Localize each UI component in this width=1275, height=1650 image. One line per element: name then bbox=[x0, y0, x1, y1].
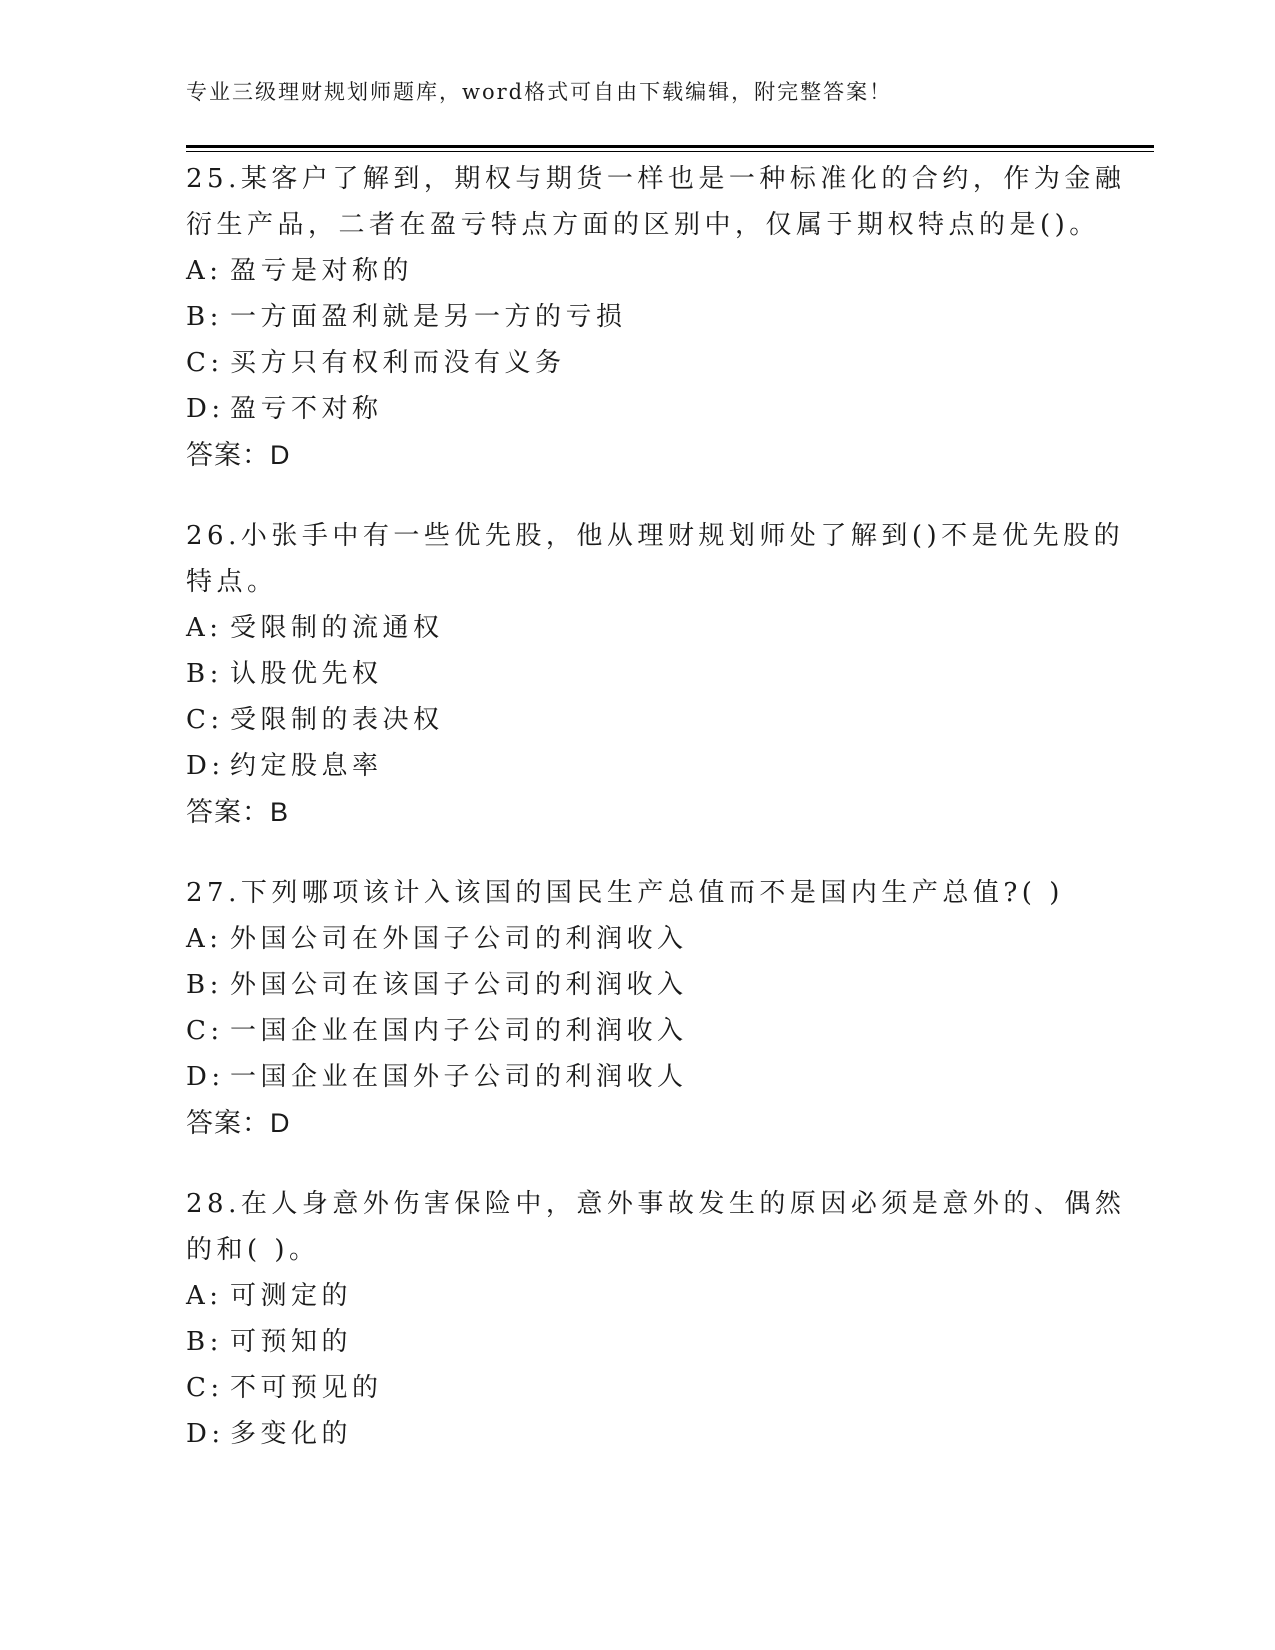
option-text: 可测定的 bbox=[230, 1281, 353, 1311]
option-d bbox=[186, 1054, 1086, 1100]
question-27 bbox=[186, 870, 1086, 1146]
option-key: B: bbox=[186, 1327, 223, 1357]
option-text: 一国企业在国外子公司的利润收人 bbox=[230, 1062, 688, 1092]
question-stem-line: 28.在人身意外伤害保险中，意外事故发生的原因必须是意外的、偶然 bbox=[186, 1189, 1126, 1219]
option-key: C: bbox=[186, 1016, 224, 1046]
page-header: 专业三级理财规划师题库，word格式可自由下载编辑，附完整答案！ bbox=[186, 80, 893, 104]
option-key: D: bbox=[186, 394, 225, 424]
option-text: 盈亏不对称 bbox=[230, 394, 383, 424]
option-text: 买方只有权利而没有义务 bbox=[230, 348, 566, 378]
option-b bbox=[186, 1319, 1086, 1365]
option-c bbox=[186, 1365, 1086, 1411]
option-text: 一国企业在国内子公司的利润收入 bbox=[230, 1016, 688, 1046]
option-text: 不可预见的 bbox=[230, 1373, 383, 1403]
option-d bbox=[186, 1411, 1086, 1457]
option-b bbox=[186, 651, 1086, 697]
option-key: D: bbox=[186, 1062, 225, 1092]
option-a bbox=[186, 248, 1086, 294]
question-26 bbox=[186, 513, 1125, 835]
question-stem-line: 特点。 bbox=[186, 567, 278, 597]
question-28 bbox=[186, 1181, 1126, 1457]
option-b bbox=[186, 294, 1086, 340]
option-d bbox=[186, 743, 1086, 789]
question-stem-line: 衍生产品，二者在盈亏特点方面的区别中，仅属于期权特点的是()。 bbox=[186, 210, 1100, 240]
question-stem-line: 27.下列哪项该计入该国的国民生产总值而不是国内生产总值?( ) bbox=[186, 878, 1064, 908]
option-key: D: bbox=[186, 751, 225, 781]
option-key: D: bbox=[186, 1419, 225, 1449]
option-text: 外国公司在该国子公司的利润收入 bbox=[230, 970, 688, 1000]
answer-line: 答案：D bbox=[186, 440, 291, 470]
answer-line: 答案：B bbox=[186, 797, 290, 827]
option-key: A: bbox=[186, 1281, 223, 1311]
option-key: B: bbox=[186, 659, 223, 689]
option-c bbox=[186, 697, 1086, 743]
option-d bbox=[186, 386, 1086, 432]
answer-line: 答案：D bbox=[186, 1108, 291, 1138]
option-a bbox=[186, 916, 1086, 962]
option-key: B: bbox=[186, 302, 223, 332]
option-c bbox=[186, 1008, 1086, 1054]
option-key: C: bbox=[186, 1373, 224, 1403]
option-key: C: bbox=[186, 705, 224, 735]
option-key: C: bbox=[186, 348, 224, 378]
question-stem-line: 25.某客户了解到，期权与期货一样也是一种标准化的合约，作为金融 bbox=[186, 164, 1126, 194]
option-c bbox=[186, 340, 1086, 386]
question-25 bbox=[186, 156, 1126, 478]
option-text: 可预知的 bbox=[230, 1327, 353, 1357]
option-key: A: bbox=[186, 924, 223, 954]
option-a bbox=[186, 1273, 1086, 1319]
option-text: 外国公司在外国子公司的利润收入 bbox=[230, 924, 688, 954]
option-text: 盈亏是对称的 bbox=[230, 256, 414, 286]
option-key: A: bbox=[186, 613, 223, 643]
option-key: B: bbox=[186, 970, 223, 1000]
question-stem-line: 的和( )。 bbox=[186, 1235, 320, 1265]
question-list bbox=[186, 156, 1126, 1492]
option-text: 认股优先权 bbox=[230, 659, 383, 689]
question-stem-line: 26.小张手中有一些优先股，他从理财规划师处了解到()不是优先股的 bbox=[186, 521, 1125, 551]
option-text: 多变化的 bbox=[230, 1419, 353, 1449]
option-text: 受限制的表决权 bbox=[230, 705, 444, 735]
option-key: A: bbox=[186, 256, 223, 286]
option-text: 一方面盈利就是另一方的亏损 bbox=[230, 302, 627, 332]
option-b bbox=[186, 962, 1086, 1008]
option-text: 约定股息率 bbox=[230, 751, 383, 781]
option-a bbox=[186, 605, 1086, 651]
header-divider bbox=[186, 145, 1154, 152]
option-text: 受限制的流通权 bbox=[230, 613, 444, 643]
